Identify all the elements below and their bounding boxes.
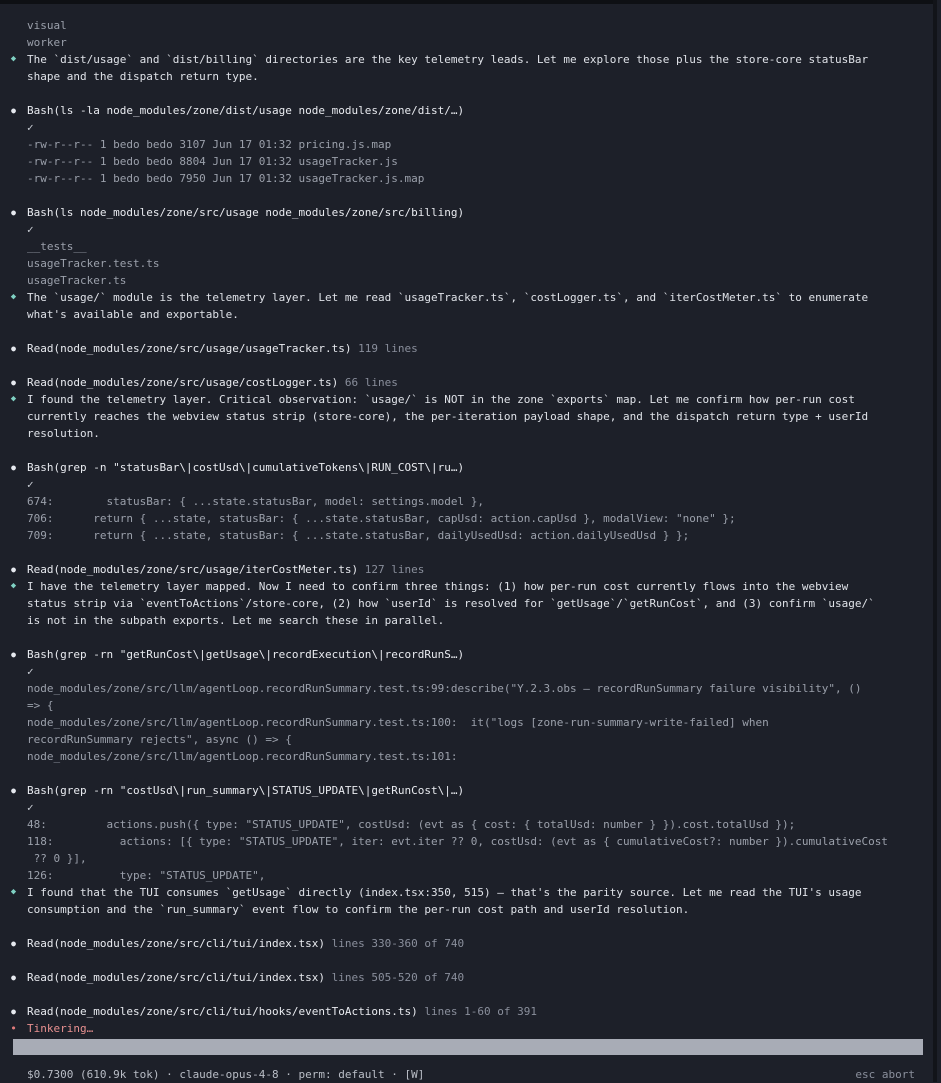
blank-line <box>0 323 925 340</box>
assistant-message-text: shape and the dispatch return type. <box>27 70 259 83</box>
message-diamond-icon: ◆ <box>10 581 17 591</box>
tool-output-text: worker <box>27 36 67 49</box>
tool-call-row <box>27 561 925 578</box>
assistant-message-text: status strip via `eventToActions`/store-core, (2) how `userId` is resolved for `getUsage`/`getRunCost`, and (3) confirm `usage/` <box>27 597 875 610</box>
tool-output-text: 674: statusBar: { ...state.statusBar, model: settings.model }, <box>27 495 484 508</box>
tool-bullet-icon: ● <box>11 106 16 115</box>
assistant-message-line <box>0 51 925 68</box>
tool-output-text: usageTracker.ts <box>27 274 127 287</box>
tool-call-line <box>0 340 925 357</box>
tool-call-meta: lines 330-360 of 740 <box>331 937 465 950</box>
status-line <box>0 1066 937 1082</box>
assistant-message-text: The `usage/` module is the telemetry layer. Let me read `usageTracker.ts`, `costLogger.ts`, and `iterCostMeter.ts` to enumerate <box>27 291 869 304</box>
tool-bullet-icon: ● <box>11 565 16 574</box>
tool-call-line <box>0 204 925 221</box>
tool-call-meta: 66 lines <box>344 376 398 389</box>
tool-output-text: node_modules/zone/src/llm/agentLoop.recordRunSummary.test.ts:101: <box>27 750 458 763</box>
tool-call-line <box>0 561 925 578</box>
tool-output-line <box>0 493 925 510</box>
tool-call-row <box>27 374 925 391</box>
tool-call-meta: 127 lines <box>364 563 425 576</box>
tool-call-text: Read(node_modules/zone/src/usage/iterCostMeter.ts) <box>27 563 359 576</box>
message-diamond-icon: ◆ <box>10 394 17 404</box>
tool-bullet-icon: ● <box>11 378 16 387</box>
tool-output-text: 709: return { ...state, statusBar: { ...state.statusBar, dailyUsedUsd: action.dailyUsedUsd } }; <box>27 529 690 542</box>
blank-line <box>0 986 925 1003</box>
tool-bullet-icon: ● <box>11 1007 16 1016</box>
tool-output-line <box>0 850 925 867</box>
blank-line <box>0 187 925 204</box>
assistant-message-line <box>0 884 925 901</box>
blank-line <box>0 85 925 102</box>
tool-output-line <box>0 510 925 527</box>
tool-call-line <box>0 935 925 952</box>
check-icon: ✓ <box>27 121 34 134</box>
abort-hint: esc abort <box>855 1068 915 1081</box>
blank-line <box>0 765 925 782</box>
tool-output-text: visual <box>27 19 67 32</box>
tool-bullet-icon: ● <box>11 344 16 353</box>
blank-line <box>0 952 925 969</box>
check-icon: ✓ <box>27 665 34 678</box>
tool-call-text: Read(node_modules/zone/src/cli/tui/index.tsx) <box>27 937 326 950</box>
spinner-line <box>0 1020 925 1037</box>
assistant-message-continuation <box>0 425 925 442</box>
message-diamond-icon: ◆ <box>10 292 17 302</box>
tool-output-line <box>0 731 925 748</box>
tool-output-line <box>0 697 925 714</box>
tool-call-row <box>27 969 925 986</box>
tool-call-text: Bash(grep -rn "costUsd\|run_summary\|STATUS_UPDATE\|getRunCost\|…) <box>27 784 465 797</box>
tool-output-line <box>0 136 925 153</box>
tool-call-row <box>27 340 925 357</box>
message-diamond-icon: ◆ <box>10 887 17 897</box>
tool-output-text: node_modules/zone/src/llm/agentLoop.recordRunSummary.test.ts:99:describe("Y.2.3.obs — recordRunSummary failure visibility", () <box>27 682 862 695</box>
assistant-message-continuation <box>0 68 925 85</box>
blank-line <box>0 442 925 459</box>
assistant-message-text: currently reaches the webview status strip (store-core), the per-iteration payload shape, and the dispatch return type + userId <box>27 410 869 423</box>
tool-call-text: Read(node_modules/zone/src/usage/usageTracker.ts) <box>27 342 352 355</box>
assistant-message-text: consumption and the `run_summary` event flow to confirm the per-run cost path and userId resolution. <box>27 903 690 916</box>
assistant-message-line <box>0 391 925 408</box>
assistant-message-line <box>0 289 925 306</box>
tool-output-text: recordRunSummary rejects", async () => { <box>27 733 292 746</box>
tool-output-text: 118: actions: [{ type: "STATUS_UPDATE", iter: evt.iter ?? 0, costUsd: (evt as { cumulativeCost?: number }).cumulativeCost <box>27 835 888 848</box>
tool-output-text: -rw-r--r-- 1 bedo bedo 7950 Jun 17 01:32 usageTracker.js.map <box>27 172 425 185</box>
tool-bullet-icon: ● <box>11 650 16 659</box>
tool-result-status <box>0 221 925 238</box>
tool-result-status <box>0 799 925 816</box>
blank-line <box>0 918 925 935</box>
spinner-icon: • <box>10 1022 17 1035</box>
tool-call-row <box>27 935 925 952</box>
conversation-log <box>0 17 925 1037</box>
assistant-message-text: is not in the subpath exports. Let me search these in parallel. <box>27 614 445 627</box>
tool-output-text: 126: type: "STATUS_UPDATE", <box>27 869 266 882</box>
tool-bullet-icon: ● <box>11 463 16 472</box>
session-status: $0.7300 (610.9k tok) · claude-opus-4-8 · perm: default · [W] <box>27 1068 425 1081</box>
assistant-message-text: I found the telemetry layer. Critical observation: `usage/` is NOT in the zone `exports` map. Let me confirm how per-run cost <box>27 393 855 406</box>
tool-output-line <box>0 34 925 51</box>
assistant-message-line <box>0 578 925 595</box>
check-icon: ✓ <box>27 478 34 491</box>
tool-output-line <box>0 170 925 187</box>
spinner-text: Tinkering… <box>27 1022 94 1035</box>
tool-call-line <box>0 102 925 119</box>
tool-call-row <box>27 1003 925 1020</box>
tool-output-line <box>0 714 925 731</box>
tool-output-text: => { <box>27 699 54 712</box>
assistant-message-continuation <box>0 595 925 612</box>
tool-result-status <box>0 663 925 680</box>
tool-output-text: 706: return { ...state, statusBar: { ...state.statusBar, capUsd: action.capUsd }, modalView: "none" }; <box>27 512 736 525</box>
tool-result-status <box>0 119 925 136</box>
tool-bullet-icon: ● <box>11 786 16 795</box>
tool-output-line <box>0 816 925 833</box>
assistant-message-continuation <box>0 612 925 629</box>
tool-call-meta: lines 505-520 of 740 <box>331 971 465 984</box>
tool-output-text: usageTracker.test.ts <box>27 257 160 270</box>
tool-output-line <box>0 680 925 697</box>
blank-line <box>0 357 925 374</box>
tool-call-line <box>0 1003 925 1020</box>
tool-output-text: ?? 0 }], <box>27 852 87 865</box>
tool-call-line <box>0 646 925 663</box>
assistant-message-text: resolution. <box>27 427 100 440</box>
assistant-message-text: The `dist/usage` and `dist/billing` directories are the key telemetry leads. Let me explore those plus the store-core statusBar <box>27 53 869 66</box>
tool-output-text: node_modules/zone/src/llm/agentLoop.recordRunSummary.test.ts:100: it("logs [zone-run-summary-write-failed] when <box>27 716 769 729</box>
tool-output-line <box>0 255 925 272</box>
tool-bullet-icon: ● <box>11 973 16 982</box>
prompt-input-bar[interactable] <box>13 1039 923 1055</box>
tool-call-text: Bash(ls -la node_modules/zone/dist/usage node_modules/zone/dist/…) <box>27 104 465 117</box>
tool-call-line <box>0 969 925 986</box>
tool-output-line <box>0 833 925 850</box>
tool-output-text: 48: actions.push({ type: "STATUS_UPDATE", costUsd: (evt as { cost: { totalUsd: number } }).cost.totalUsd }); <box>27 818 796 831</box>
tool-output-line <box>0 748 925 765</box>
tool-call-text: Bash(ls node_modules/zone/src/usage node_modules/zone/src/billing) <box>27 206 465 219</box>
tool-bullet-icon: ● <box>11 939 16 948</box>
tool-output-line <box>0 272 925 289</box>
tool-output-line <box>0 153 925 170</box>
window-top-border <box>0 0 933 4</box>
tool-call-line <box>0 374 925 391</box>
tool-output-text: __tests__ <box>27 240 87 253</box>
tool-output-line <box>0 867 925 884</box>
tool-call-meta: lines 1-60 of 391 <box>424 1005 537 1018</box>
tool-output-line <box>0 527 925 544</box>
tool-call-text: Bash(grep -rn "getRunCost\|getUsage\|recordExecution\|recordRunS…) <box>27 648 465 661</box>
assistant-message-text: I found that the TUI consumes `getUsage` directly (index.tsx:350, 515) — that's the parity source. Let me read the TUI's usage <box>27 886 862 899</box>
tool-output-line <box>0 17 925 34</box>
tool-call-line <box>0 782 925 799</box>
message-diamond-icon: ◆ <box>10 54 17 64</box>
blank-line <box>0 629 925 646</box>
assistant-message-continuation <box>0 306 925 323</box>
check-icon: ✓ <box>27 223 34 236</box>
blank-line <box>0 544 925 561</box>
tool-call-text: Read(node_modules/zone/src/cli/tui/index.tsx) <box>27 971 326 984</box>
tool-call-line <box>0 459 925 476</box>
assistant-message-continuation <box>0 901 925 918</box>
assistant-message-continuation <box>0 408 925 425</box>
assistant-message-text: what's available and exportable. <box>27 308 239 321</box>
tool-output-text: -rw-r--r-- 1 bedo bedo 3107 Jun 17 01:32 pricing.js.map <box>27 138 392 151</box>
tool-call-text: Bash(grep -n "statusBar\|costUsd\|cumulativeTokens\|RUN_COST\|ru…) <box>27 461 465 474</box>
tool-call-meta: 119 lines <box>358 342 418 355</box>
check-icon: ✓ <box>27 801 34 814</box>
tool-call-text: Read(node_modules/zone/src/usage/costLogger.ts) <box>27 376 339 389</box>
tool-call-text: Read(node_modules/zone/src/cli/tui/hooks/eventToActions.ts) <box>27 1005 418 1018</box>
tool-output-line <box>0 238 925 255</box>
tool-output-text: -rw-r--r-- 1 bedo bedo 8804 Jun 17 01:32 usageTracker.js <box>27 155 398 168</box>
assistant-message-text: I have the telemetry layer mapped. Now I need to confirm three things: (1) how per-run cost currently flows into the webview <box>27 580 849 593</box>
tool-result-status <box>0 476 925 493</box>
tool-bullet-icon: ● <box>11 208 16 217</box>
